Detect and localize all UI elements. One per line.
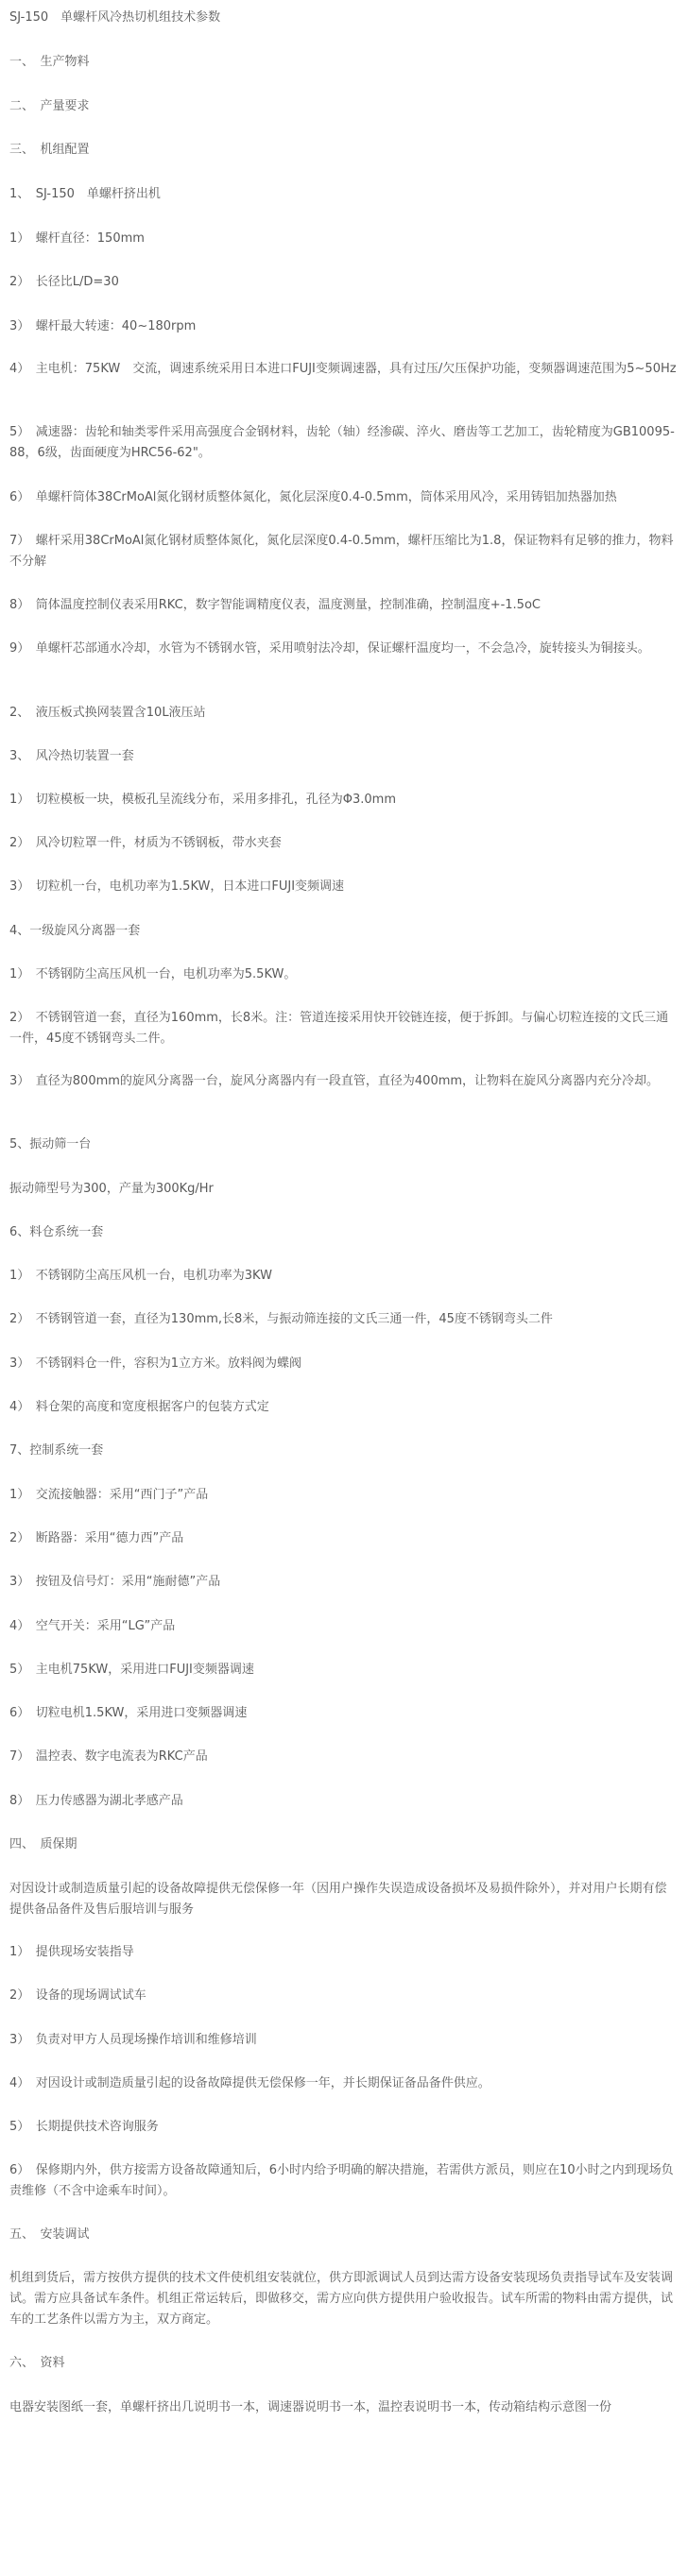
paragraph: 6） 保修期内外，供方接需方设备故障通知后，6小时内给予明确的解决措施，若需供方派员，则应在10小时之内到现场负责维修（不含中途乘车时间）。 bbox=[9, 2163, 674, 2198]
paragraph: 1） 切粒模板一块，模板孔呈流线分布，采用多排孔，孔径为Φ3.0mm bbox=[9, 793, 397, 807]
paragraph: 3） 不锈钢料仓一件，容积为1立方米。放料阀为蝶阀 bbox=[9, 1356, 302, 1371]
paragraph: 1） 不锈钢防尘高压风机一台，电机功率为5.5KW。 bbox=[9, 967, 297, 981]
paragraph: 7、控制系统一套 bbox=[9, 1443, 104, 1458]
paragraph: 5） 减速器：齿轮和轴类零件采用高强度合金钢材料，齿轮（轴）经渗碳、淬火、磨齿等工艺加工，齿轮精度为GB10095-88，6级，齿面硬度为HRC56-62"。 bbox=[9, 425, 675, 460]
paragraph: 2） 不锈钢管道一套，直径为130mm,长8米，与振动筛连接的文氏三通一件，45度不锈钢弯头二件 bbox=[9, 1312, 553, 1326]
paragraph: 1） 交流接触器：采用“西门子”产品 bbox=[9, 1488, 209, 1502]
paragraph: 六、 资料 bbox=[9, 2356, 65, 2370]
paragraph: 对因设计或制造质量引起的设备故障提供无偿保修一年（因用户操作失误造成设备损坏及易损件除外），并对用户长期有偿提供备品备件及售后服培训与服务 bbox=[9, 1882, 667, 1917]
paragraph: 振动筛型号为300，产量为300Kg/Hr bbox=[9, 1182, 214, 1196]
paragraph: 1） 不锈钢防尘高压风机一台，电机功率为3KW bbox=[9, 1269, 272, 1283]
paragraph: 3） 负责对甲方人员现场操作培训和维修培训 bbox=[9, 2033, 257, 2047]
paragraph: 2） 风冷切粒罩一件，材质为不锈钢板，带水夹套 bbox=[9, 836, 282, 850]
paragraph: 四、 质保期 bbox=[9, 1837, 77, 1851]
paragraph: 2） 设备的现场调试试车 bbox=[9, 1988, 146, 2003]
paragraph: 1） 螺杆直径：150mm bbox=[9, 231, 145, 246]
paragraph: 5） 主电机75KW，采用进口FUJI变频器调速 bbox=[9, 1663, 254, 1677]
paragraph: 5） 长期提供技术咨询服务 bbox=[9, 2120, 159, 2134]
paragraph: 6） 切粒电机1.5KW，采用进口变频器调速 bbox=[9, 1706, 248, 1720]
paragraph: 5、振动筛一台 bbox=[9, 1137, 92, 1152]
paragraph: 4） 料仓架的高度和宽度根据客户的包装方式定 bbox=[9, 1400, 269, 1414]
paragraph: 五、 安装调试 bbox=[9, 2227, 90, 2242]
paragraph: 8） 压力传感器为湖北孝感产品 bbox=[9, 1794, 183, 1808]
paragraph: 一、 生产物料 bbox=[9, 55, 90, 69]
paragraph: 2） 长径比L/D=30 bbox=[9, 275, 119, 289]
paragraph: 3） 切粒机一台，电机功率为1.5KW，日本进口FUJI变频调速 bbox=[9, 879, 345, 894]
paragraph: 9） 单螺杆芯部通水冷却，水管为不锈钢水管，采用喷射法冷却，保证螺杆温度均一，不会急冷，旋转接头为铜接头。 bbox=[9, 641, 650, 656]
paragraph: 1、 SJ-150 单螺杆挤出机 bbox=[9, 187, 161, 201]
paragraph: 6） 单螺杆筒体38CrMoAl氮化钢材质整体氮化，氮化层深度0.4-0.5mm，筒体采用风冷，采用铸铝加热器加热 bbox=[9, 490, 617, 504]
paragraph: 7） 螺杆采用38CrMoAl氮化钢材质整体氮化，氮化层深度0.4-0.5mm，螺杆压缩比为1.8，保证物料有足够的推力，物料不分解 bbox=[9, 534, 674, 569]
paragraph: SJ-150 单螺杆风冷热切机组技术参数 bbox=[9, 10, 221, 25]
paragraph: 2、 液压板式换网装置含10L液压站 bbox=[9, 706, 206, 720]
paragraph: 1） 提供现场安装指导 bbox=[9, 1945, 134, 1959]
paragraph: 4） 对因设计或制造质量引起的设备故障提供无偿保修一年，并长期保证备品备件供应。 bbox=[9, 2076, 490, 2090]
paragraph: 三、 机组配置 bbox=[9, 143, 90, 157]
paragraph: 4） 空气开关：采用“LG”产品 bbox=[9, 1619, 176, 1633]
paragraph: 6、料仓系统一套 bbox=[9, 1225, 104, 1239]
paragraph: 机组到货后，需方按供方提供的技术文件使机组安装就位，供方即派调试人员到达需方设备安装现场负责指导试车及安装调试。需方应具备试车条件。机组正常运转后，即做移交，需方应向供方提供用户验收报告。试车所需的物料由需方提供，试车的工艺条件以需方为主，双方商定。 bbox=[9, 2271, 674, 2327]
document bbox=[0, 8, 688, 2576]
paragraph: 3） 螺杆最大转速：40~180rpm bbox=[9, 319, 197, 333]
paragraph: 电器安装图纸一套，单螺杆挤出几说明书一本，调速器说明书一本，温控表说明书一本，传动箱结构示意图一份 bbox=[9, 2400, 612, 2414]
paragraph: 3） 直径为800mm的旋风分离器一台，旋风分离器内有一段直管，直径为400mm，让物料在旋风分离器内充分冷却。 bbox=[9, 1074, 660, 1088]
paragraph: 4、一级旋风分离器一套 bbox=[9, 924, 141, 938]
paragraph: 3、 风冷热切装置一套 bbox=[9, 749, 134, 763]
paragraph: 2） 断路器：采用“德力西”产品 bbox=[9, 1531, 184, 1545]
paragraph: 7） 温控表、数字电流表为RKC产品 bbox=[9, 1749, 208, 1764]
paragraph: 8） 筒体温度控制仪表采用RKC，数字智能调精度仪表，温度测量，控制准确，控制温度+-1.5oC bbox=[9, 598, 541, 612]
paragraph: 4） 主电机：75KW 交流，调速系统采用日本进口FUJI变频调速器，具有过压/欠压保护功能，变频器调速范围为5~50Hz bbox=[9, 362, 677, 376]
paragraph: 二、 产量要求 bbox=[9, 99, 90, 113]
paragraph: 3） 按钮及信号灯：采用“施耐德”产品 bbox=[9, 1575, 221, 1589]
paragraph: 2） 不锈钢管道一套，直径为160mm，长8米。注：管道连接采用快开铰链连接，便于拆卸。与偏心切粒连接的文氏三通一件，45度不锈钢弯头二件。 bbox=[9, 1011, 669, 1046]
